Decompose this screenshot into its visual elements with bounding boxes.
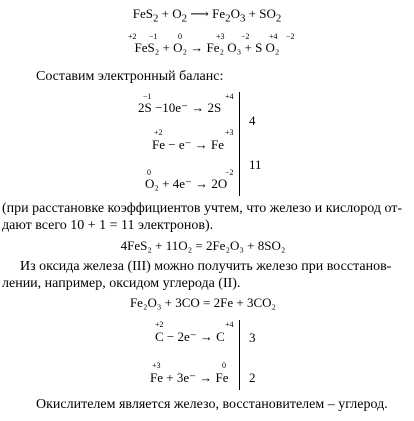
conclusion-text: Окислителем является железо, восстановителем – углерод. xyxy=(36,397,388,412)
eq1-mid: + O xyxy=(158,6,182,21)
balance-coefficient: 3 xyxy=(249,330,256,345)
ox-state: +4 xyxy=(225,92,234,101)
ox-state: +2 xyxy=(155,320,164,329)
balance-coefficient: 11 xyxy=(249,157,262,172)
ox-state: −2 xyxy=(241,32,250,41)
ox-state: +3 xyxy=(152,361,161,370)
ox-state: 0 xyxy=(222,361,226,370)
balance-oxygen-line: O₂ + 4e⁻ → 2O xyxy=(145,176,228,191)
ox-state: −2 xyxy=(286,32,295,41)
ox-state: +4 xyxy=(269,32,278,41)
balance-coefficient: 4 xyxy=(249,113,256,128)
balance-divider xyxy=(239,92,240,196)
eq1-left: FeS xyxy=(132,6,153,21)
ox-state: +3 xyxy=(216,32,225,41)
paragraph-line-1: Из оксида железа (III) можно получить железо при восстанов- xyxy=(20,259,392,274)
ox-state: −2 xyxy=(225,168,234,177)
ox-state: −1 xyxy=(149,32,158,41)
ox-state: 0 xyxy=(178,32,182,41)
balance-divider xyxy=(239,320,240,390)
balance-sulfur-line: 2S −10e⁻ → 2S xyxy=(138,100,222,115)
eq1-o: O xyxy=(230,6,240,21)
eq1-tail: + SO xyxy=(245,6,276,21)
eq1-arrow: ⟶ xyxy=(190,6,209,21)
ox-state: +3 xyxy=(225,128,234,137)
balance-carbon-line: C − 2e⁻ → C xyxy=(155,329,225,344)
note-line-2: дают всего 10 + 1 = 11 электронов). xyxy=(2,218,214,233)
balance-iron-line: Fe − e⁻ → Fe xyxy=(152,137,224,152)
balance-coefficient: 2 xyxy=(249,370,256,385)
paragraph-line-2: лении, например, оксидом углерода (II). xyxy=(2,276,241,291)
reaction-equation-1 xyxy=(0,6,414,27)
balanced-equation: 4FeS₂ + 11O₂ = 2Fe₂O₃ + 8SO₂ xyxy=(120,238,286,253)
intro-text: Составим электронный баланс: xyxy=(36,69,224,84)
reduction-equation: Fe₂O₃ + 3CO = 2Fe + 3CO₂ xyxy=(129,295,277,310)
reaction-equation-2: FeS₂ + O₂ → Fe₂ O₃ + S O₂ xyxy=(134,40,280,55)
eq1-sub: 2 xyxy=(181,12,188,25)
ox-state: +2 xyxy=(154,128,163,137)
eq1-right: Fe xyxy=(208,6,226,21)
ox-state: 0 xyxy=(147,168,151,177)
eq1-sub: 2 xyxy=(275,12,282,25)
balance-iron-line: Fe + 3e⁻ → Fe xyxy=(150,370,229,385)
eq1-sub: 2 xyxy=(225,12,231,25)
ox-state: +4 xyxy=(225,320,234,329)
ox-state: +2 xyxy=(128,32,137,41)
note-line-1: (при расстановке коэффициентов учтем, что железо и кислород от- xyxy=(2,201,403,216)
ox-state: −1 xyxy=(143,92,152,101)
eq1-sub: 2 xyxy=(152,12,159,25)
eq1-sub: 3 xyxy=(239,12,246,25)
